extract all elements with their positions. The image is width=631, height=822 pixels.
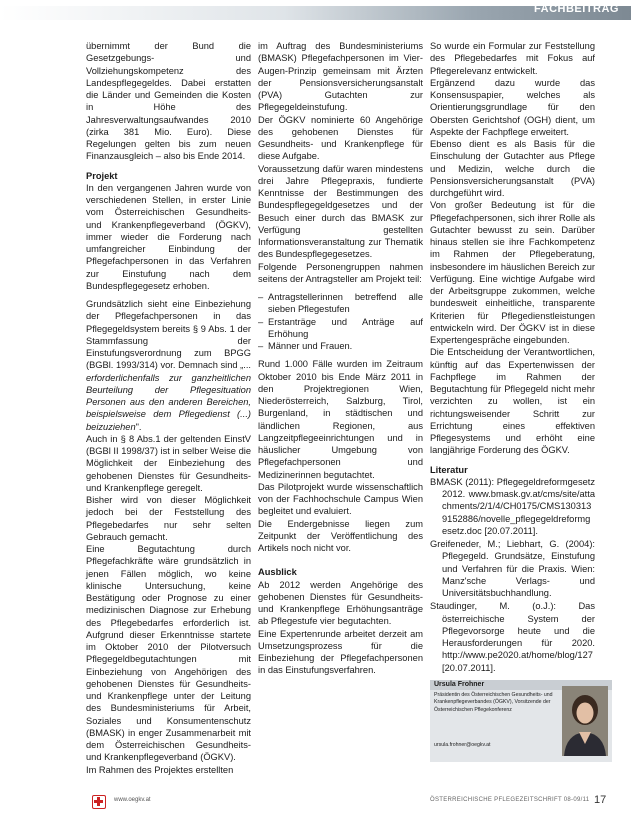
page-number: 17 bbox=[594, 794, 607, 806]
paragraph: Rund 1.000 Fälle wurden im Zeitraum Oktober 2010 bis Ende März 2011 in den Projektregionen Wien, Niederösterreich, Salzburg, Tirol, Burgenland, in städtischen und ländlichen Regionen, aus Langzeitpflegeeinrichtungen und in häuslicher Umgebung von Pflegefachpersonen und Medizinerinnen begutachtet. bbox=[258, 359, 423, 480]
author-bio: Präsidentin des Österreichischen Gesundheits- und Krankenpflegeverbandes (ÖGKV), Vorsitzende der Österreichischen Pflegekonferenz bbox=[434, 692, 553, 713]
reference-item: Greifeneder, M.; Liebhart, G. (2004): Pflegegeld. Grundsätze, Einstufung und Verfahren für die Praxis. Wien: Manz'sche Verlags- und Universitätsbuchhandlung. bbox=[430, 539, 595, 598]
paragraph: In den vergangenen Jahren wurde von verschiedenen Stellen, in erster Linie vom Österreichischen Gesundheits- und Krankenpflegeverband (ÖGKV), immer wieder die Forderung nach umfangreicher Einbindung der Pflegefachpersonen in das Verfahren zur Einstufung nach dem Bundespflegegesetz erhoben. bbox=[86, 182, 251, 291]
paragraph: Eine Expertenrunde arbeitet derzeit am Umsetzungsprozess für die Einbeziehung der Pflegefachpersonen in das Einstufungsverfahren. bbox=[258, 628, 423, 676]
footer-url[interactable]: www.oegkv.at bbox=[114, 797, 151, 803]
paragraph: Ebenso dient es als Basis für die Einschulung der Gutachter aus Pflege und Medizin, welche durch die Pensionsversicherungsanstalt (PVA) durchgeführt wird. bbox=[430, 139, 595, 198]
participant-list bbox=[258, 291, 423, 352]
column-1 bbox=[86, 40, 251, 776]
reference-item: Staudinger, M. (o.J.): Das österreichische System der Pflegevorsorge heute und die Herausforderungen für 2020. http://www.pe2020.at/home/blog/127 [20.07.2011]. bbox=[430, 601, 595, 673]
heading-projekt: Projekt bbox=[86, 170, 118, 181]
author-email: ursula.frohner@oegkv.at bbox=[434, 742, 491, 748]
paragraph: Ab 2012 werden Angehörige des gehobenen Dienstes für Gesundheits- und Krankenpflege Erhöhungsanträge ab Pflegestufe vier begutachten. bbox=[258, 579, 423, 627]
paragraph: im Auftrag des Bundesministeriums (BMASK) Pflegefachpersonen im Vier-Augen-Prinzip gemeinsam mit Ärzten der Pensionsversicherungsanstalt (PVA) Gutachten zur Pflegegeldeinstufung. bbox=[258, 41, 423, 113]
reference-item: BMASK (2011): Pflegegeldreformgesetz 2012. www.bmask.gv.at/cms/site/attachments/2/1/4/CH0175/CMS1303139152886/novelle_pflegegeldreformgesetz.doc [20.07.2011]. bbox=[430, 476, 595, 536]
paragraph: Eine Begutachtung durch Pflegefachkräfte wäre grundsätzlich in jenen Fällen möglich, wo keine klinische Untersuchung, keine Bestätigung oder Prognose zu einer medizinischen Diagnose zur Erhebung des Pflegebedarfes erforderlich ist. Aufgrund dieser Erkenntnisse startete im Oktober 2010 der Pilotversuch Pflegegeldbegutachtungen mit Einbeziehung von Angehörigen des gehobenen Dienstes für Gesundheits- und Krankenpflege unter der Leitung des Bundesministeriums für Arbeit, Soziales und Konsumentenschutz (BMASK) in enger Zusammenarbeit mit dem Österreichischen Gesundheits- und Krankenpflegeverband (ÖGKV). bbox=[86, 544, 251, 763]
paragraph: Die Endergebnisse liegen zum Zeitpunkt der Veröffentlichung des Artikels noch nicht vor. bbox=[258, 518, 423, 553]
paragraph: Bisher wird von dieser Möglichkeit jedoch bei der Feststellung des Pflegebedarfes nur sehr selten Gebrauch gemacht. bbox=[86, 495, 251, 542]
author-box bbox=[430, 680, 612, 762]
paragraph: Im Rahmen des Projektes erstellten bbox=[86, 764, 234, 775]
author-name: Ursula Frohner bbox=[434, 681, 485, 688]
author-photo bbox=[562, 686, 608, 756]
list-item-text: Erstanträge und Anträge auf Erhöhung bbox=[268, 316, 423, 339]
paragraph: Folgende Personengruppen nahmen seitens der Antragsteller am Projekt teil: bbox=[258, 261, 423, 284]
paragraph: Voraussetzung dafür waren mindestens drei Jahre Pflegepraxis, fundierte Kenntnisse der Bestimmungen des Bundespflegegeldgesetzes und der Besuch einer durch das BMASK zur Verfügung gestellten Informationsveranstaltung zur Thematik des Bundespflegegesetzes. bbox=[258, 163, 423, 260]
paragraph: Von großer Bedeutung ist für die Pflegefachpersonen, sich ihrer Rolle als Gutachter bewusst zu sein. Darüber hinaus stellen sie ihre Fachkompetenz im Rahmen der Pflegeberatung, insbesondere im häuslichen Bereich zur Verfügung. Eine wichtige Aufgabe wird der Arbeitsgruppe zukommen, welche bundesweit einheitliche, transparente Kriterien für Pflegedienstleistungen entwickeln wird. Der ÖGKV ist in diese Expertengespräche eingebunden. bbox=[430, 200, 595, 345]
heading-ausblick: Ausblick bbox=[258, 567, 297, 578]
column-3 bbox=[430, 40, 595, 675]
list-item: – Erstanträge und Anträge auf Erhöhung bbox=[258, 316, 423, 339]
list-item-text: Männer und Frauen. bbox=[268, 341, 353, 351]
publication-title: ÖSTERREICHISCHE PFLEGEZEITSCHRIFT 08-09/11 bbox=[430, 797, 590, 803]
paragraph: Der ÖGKV nominierte 60 Angehörige des gehobenen Dienstes für Gesundheits- und Krankenpflege für diese Aufgabe. bbox=[258, 114, 423, 162]
list-item: – Antragstellerinnen betreffend alle sieben Pflegestufen bbox=[258, 292, 423, 315]
column-2 bbox=[258, 40, 423, 677]
page-footer bbox=[0, 792, 631, 818]
paragraph: übernimmt der Bund die Gesetzgebungs- und Vollziehungskompetenz des Landespflegegeldes. Dabei erstatten die Länder und Gemeinden die Kosten in Höhe des Jahresverwaltungsaufwandes 2010 (zirka 381 Mio. Euro). Diese Regelungen gelten bis zum neuen Finanzausgleich – also bis Ende 2014. bbox=[86, 41, 251, 162]
oegkv-cross-logo-icon bbox=[92, 795, 106, 809]
paragraph: Das Pilotprojekt wurde wissenschaftlich von der Fachhochschule Campus Wien begleitet und evaluiert. bbox=[258, 481, 423, 517]
paragraph: So wurde ein Formular zur Feststellung des Pflegebedarfes mit Fokus auf Pflegerelevanz entwickelt. bbox=[430, 41, 595, 76]
paragraph: Ergänzend dazu wurde das Konsensuspapier, welches als Orientierungsgrundlage für den Obersten Gerichtshof (OGH) dient, um Aspekte der Fachpflege erweitert. bbox=[430, 77, 595, 137]
portrait-image bbox=[562, 686, 608, 756]
list-item-text: Antragstellerinnen betreffend alle sieben Pflegestufen bbox=[268, 292, 423, 315]
list-item: – Männer und Frauen. bbox=[258, 341, 353, 351]
text-run: ". bbox=[135, 421, 142, 432]
text-run: Grundsätzlich sieht eine Einbeziehung der Pflegefachpersonen in das Pflegegeldsystem bereits § 9 Abs. 1 der Stammfassung der Einstufungsverordnung zum BPGG (BGBl. 1993/314) vor. Demnach sind „... bbox=[86, 299, 251, 371]
paragraph: Die Entscheidung der Verantwortlichen, künftig auf das Expertenwissen der Fachpflege im Rahmen der Begutachtung für Pflegegeld nicht mehr verzichten zu wollen, ist ein richtungsweisender Schritt zur Errichtung eines effektiven Pflegesystems und erhöht eine langjährige Forderung des ÖGKV. bbox=[430, 347, 595, 456]
heading-literatur: Literatur bbox=[430, 464, 468, 475]
paragraph: Auch in § 8 Abs.1 der geltenden EinstV (BGBl II 1998/37) ist in selber Weise die Möglichkeit der Einbeziehung des gehobenen Dienstes für Gesundheits- und Krankenpflege geregelt. bbox=[86, 433, 251, 493]
paragraph bbox=[86, 298, 251, 433]
section-label: FACHBEITRAG bbox=[534, 3, 619, 15]
reference-list bbox=[430, 476, 595, 674]
italic-quote: erforderlichenfalls zur ganzheitlichen Beurteilung der Pflegesituation Personen aus den anderen Bereichen, beispielsweise dem Pflegedienst (...) beizuziehen bbox=[86, 372, 251, 432]
section-header bbox=[0, 0, 631, 22]
